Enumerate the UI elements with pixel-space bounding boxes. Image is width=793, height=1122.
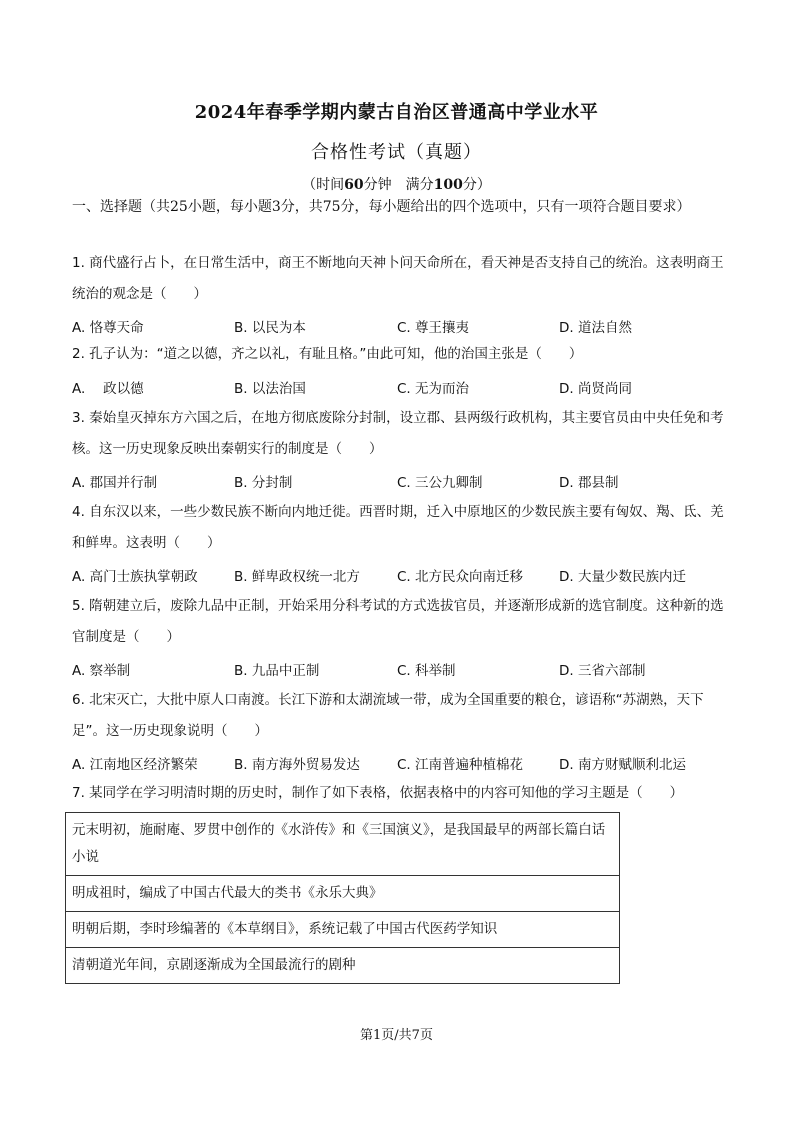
option-d: D. 三省六部制 [559,663,646,679]
table-cell: 明成祖时，编成了中国古代最大的类书《永乐大典》 [66,876,620,912]
exam-subtitle: 合格性考试（真题） [311,142,482,163]
table-cell: 元末明初，施耐庵、罗贯中创作的《水浒传》和《三国演义》，是我国最早的两部长篇白话小说 [66,813,620,876]
options-row [72,471,727,493]
option-d: D. 道法自然 [559,320,632,336]
table-cell: 清朝道光年间，京剧逐渐成为全国最流行的剧种 [66,948,620,984]
table-row [66,912,620,948]
options-row [72,316,727,338]
option-a: A. 郡国并行制 [72,475,158,491]
exam-title: 2024年春季学期内蒙古自治区普通高中学业水平 [194,102,599,123]
table-row [66,948,620,984]
option-a: A. 察举制 [72,663,131,679]
options-row [72,753,727,775]
option-a: A. 高门士族执掌朝政 [72,569,198,585]
option-d: D. 南方财赋顺利北运 [559,757,686,773]
table-cell: 明朝后期，李时珍编著的《本草纲目》，系统记载了中国古代医药学知识 [66,912,620,948]
question-stem: 3. 秦始皇灭掉东方六国之后，在地方彻底废除分封制，设立郡、县两级行政机构，其主要官员由中央任免和考核。这一历史现象反映出秦朝实行的制度是（ ） [72,410,724,457]
question-stem: 7. 某同学在学习明清时期的历史时，制作了如下表格，依据表格中的内容可知他的学习主题是（ ） [72,785,684,801]
question-stem: 5. 隋朝建立后，废除九品中正制，开始采用分科考试的方式选拔官员，并逐渐形成新的选官制度。这种新的选官制度是（ ） [72,598,724,645]
section-heading: 一、选择题（共25小题，每小题3分，共75分，每小题给出的四个选项中，只有一项符合题目要求） [72,199,691,215]
question-stem: 2. 孔子认为：“道之以德，齐之以礼，有耻且格。”由此可知，他的治国主张是（ ） [72,346,583,362]
option-b: B. 九品中正制 [234,663,320,679]
exam-info: （时间60分钟 满分100分） [302,177,491,193]
option-b: B. 以民为本 [234,320,306,336]
option-b: B. 分封制 [234,475,293,491]
option-c: C. 三公九卿制 [397,475,483,491]
table-row [66,876,620,912]
option-a: A. 江南地区经济繁荣 [72,757,198,773]
option-b: B. 以法治国 [234,381,306,397]
table-row [66,813,620,876]
question-stem: 4. 自东汉以来，一些少数民族不断向内地迁徙。西晋时期，迁入中原地区的少数民族主要有匈奴、羯、氐、羌和鲜卑。这表明（ ） [72,504,724,551]
option-d: D. 大量少数民族内迁 [559,569,686,585]
option-c: C. 科举制 [397,663,456,679]
option-b: B. 鲜卑政权统一北方 [234,569,360,585]
info-table [65,812,620,984]
options-row [72,377,727,399]
option-c: C. 尊王攘夷 [397,320,470,336]
options-row [72,565,727,587]
options-row [72,659,727,681]
option-a: A. 政以德 [72,381,144,397]
option-d: D. 郡县制 [559,475,619,491]
option-a: A. 恪尊天命 [72,320,144,336]
option-b: B. 南方海外贸易发达 [234,757,360,773]
option-d: D. 尚贤尚同 [559,381,632,397]
question-stem: 1. 商代盛行占卜，在日常生活中，商王不断地向天神卜问天命所在，看天神是否支持自己的统治。这表明商王统治的观念是（ ） [72,255,724,302]
page-number: 第1页/共7页 [360,1028,433,1043]
option-c: C. 无为而治 [397,381,470,397]
option-c: C. 江南普遍种植棉花 [397,757,524,773]
option-c: C. 北方民众向南迁移 [397,569,524,585]
question-stem: 6. 北宋灭亡，大批中原人口南渡。长江下游和太湖流域一带，成为全国重要的粮仓，谚语称“苏湖熟，天下足”。这一历史现象说明（ ） [72,692,704,739]
